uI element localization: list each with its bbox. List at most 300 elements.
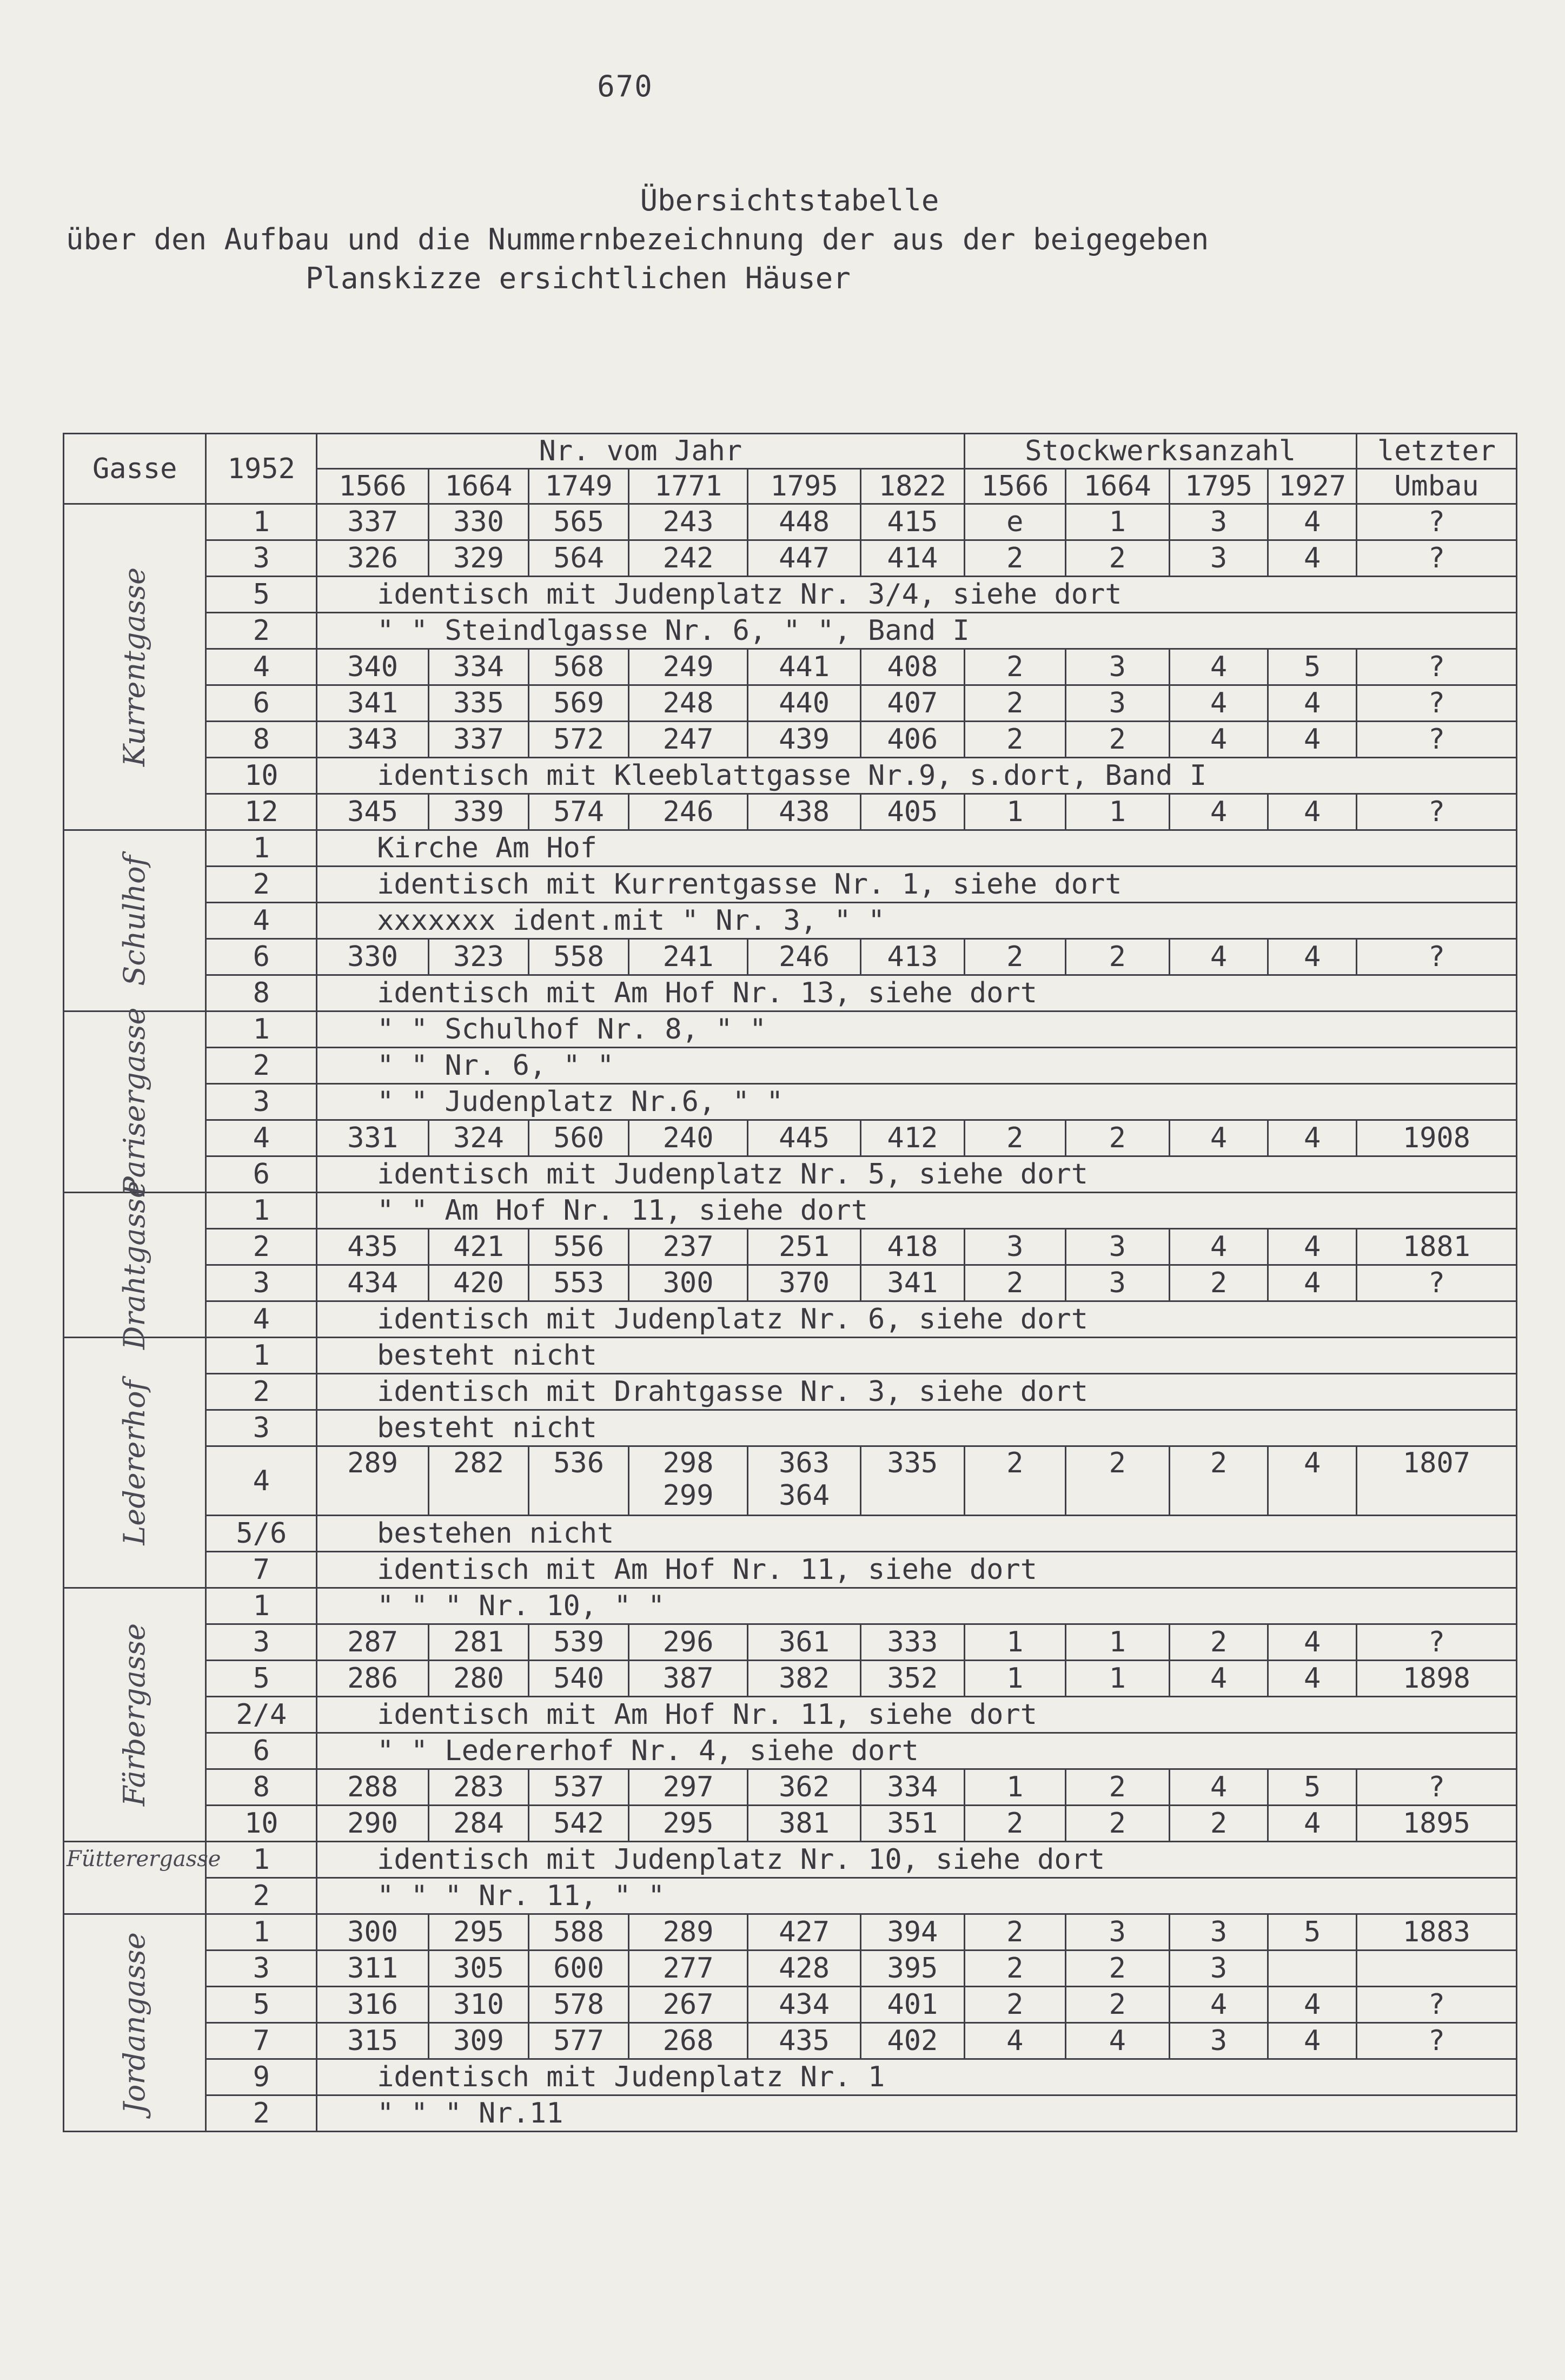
house-number-1952: 6: [206, 1156, 317, 1193]
cell-nr-1822: 405: [861, 794, 965, 830]
cell-nr-1664: 305: [428, 1951, 528, 1987]
table-row: [64, 1012, 1517, 1048]
table-row: [64, 577, 1517, 613]
house-number-1952: 4: [206, 1446, 317, 1516]
house-number-1952: 1: [206, 1012, 317, 1048]
house-number-1952: 5: [206, 1661, 317, 1697]
header-1952: 1952: [206, 434, 317, 504]
cell-stock-1566: 2: [964, 1806, 1065, 1842]
house-number-1952: 4: [206, 1120, 317, 1156]
cell-letzter-umbau: ?: [1356, 1769, 1516, 1806]
header-gasse: Gasse: [64, 434, 206, 504]
cell-nr-1795: 381: [748, 1806, 861, 1842]
row-note: identisch mit Kurrentgasse Nr. 1, siehe dort: [317, 867, 1517, 903]
cell-stock-1664: 3: [1065, 649, 1169, 685]
cell-stock-1566: 1: [964, 794, 1065, 830]
cell-nr-1822: 412: [861, 1120, 965, 1156]
row-note: " " " Nr.11: [317, 2095, 1517, 2132]
cell-stock-1927: 4: [1268, 685, 1356, 722]
table-row: [64, 903, 1517, 939]
cell-nr-1749: 536: [529, 1446, 629, 1516]
house-number-1952: 5: [206, 1987, 317, 2023]
cell-nr-1771: 387: [629, 1661, 748, 1697]
street-name: Färbergasse: [117, 1623, 152, 1807]
cell-letzter-umbau: ?: [1356, 794, 1516, 830]
cell-nr-1566: 343: [317, 722, 429, 758]
cell-nr-1795: 448: [748, 504, 861, 540]
cell-nr-1795: 363 364: [748, 1446, 861, 1516]
cell-nr-1795: 434: [748, 1987, 861, 2023]
cell-stock-1927: 4: [1268, 540, 1356, 577]
cell-stock-1927: 4: [1268, 722, 1356, 758]
row-note: identisch mit Am Hof Nr. 11, siehe dort: [317, 1552, 1517, 1588]
table-row: [64, 794, 1517, 830]
cell-stock-1927: [1268, 1951, 1356, 1987]
page-title: Übersichtstabelle: [640, 183, 939, 217]
cell-nr-1664: 309: [428, 2023, 528, 2059]
house-number-1952: 3: [206, 1084, 317, 1120]
cell-stock-1566: 2: [964, 1914, 1065, 1951]
cell-nr-1795: 435: [748, 2023, 861, 2059]
table-row: [64, 1048, 1517, 1084]
cell-stock-1795: 4: [1169, 722, 1268, 758]
cell-stock-1927: 4: [1268, 1229, 1356, 1265]
cell-nr-1566: 288: [317, 1769, 429, 1806]
cell-stock-1927: 5: [1268, 1914, 1356, 1951]
cell-nr-1771: 242: [629, 540, 748, 577]
cell-stock-1927: 4: [1268, 1661, 1356, 1697]
cell-nr-1795: 447: [748, 540, 861, 577]
cell-nr-1664: 329: [428, 540, 528, 577]
cell-nr-1566: 287: [317, 1624, 429, 1661]
cell-nr-1749: 600: [529, 1951, 629, 1987]
table-row: [64, 1842, 1517, 1878]
header-nr-year: 1771: [629, 469, 748, 504]
table-row: [64, 1156, 1517, 1193]
row-note: identisch mit Kleeblattgasse Nr.9, s.dort, Band I: [317, 758, 1517, 794]
street-name: Schulhof: [117, 855, 152, 986]
table-row: [64, 1914, 1517, 1951]
street-name: Fütterergasse: [67, 1847, 221, 1872]
cell-nr-1566: 315: [317, 2023, 429, 2059]
header-nr-year: 1566: [317, 469, 429, 504]
house-number-1952: 2: [206, 1374, 317, 1410]
cell-nr-1566: 290: [317, 1806, 429, 1842]
cell-stock-1664: 2: [1065, 540, 1169, 577]
cell-letzter-umbau: 1895: [1356, 1806, 1516, 1842]
table-row: [64, 975, 1517, 1012]
cell-stock-1927: 4: [1268, 504, 1356, 540]
cell-nr-1566: 326: [317, 540, 429, 577]
cell-letzter-umbau: ?: [1356, 1624, 1516, 1661]
row-note: identisch mit Judenplatz Nr. 6, siehe dort: [317, 1301, 1517, 1338]
table-row: [64, 1951, 1517, 1987]
cell-nr-1749: 537: [529, 1769, 629, 1806]
header-nr-year: 1795: [748, 469, 861, 504]
cell-stock-1664: 2: [1065, 939, 1169, 975]
cell-nr-1795: 251: [748, 1229, 861, 1265]
house-number-1952: 3: [206, 1410, 317, 1446]
cell-nr-1822: 335: [861, 1446, 965, 1516]
cell-stock-1927: 4: [1268, 1446, 1356, 1516]
table-row: [64, 1410, 1517, 1446]
row-note: bestehen nicht: [317, 1516, 1517, 1552]
cell-nr-1749: 569: [529, 685, 629, 722]
cell-stock-1664: 2: [1065, 1446, 1169, 1516]
cell-nr-1771: 237: [629, 1229, 748, 1265]
cell-nr-1749: 558: [529, 939, 629, 975]
cell-nr-1795: 370: [748, 1265, 861, 1301]
table-row: [64, 1733, 1517, 1769]
cell-nr-1566: 330: [317, 939, 429, 975]
cell-stock-1664: 3: [1065, 1914, 1169, 1951]
cell-stock-1566: 2: [964, 649, 1065, 685]
street-name: Jordangasse: [117, 1932, 152, 2114]
cell-letzter-umbau: ?: [1356, 722, 1516, 758]
street-name-cell: [64, 1338, 206, 1588]
cell-nr-1771: 243: [629, 504, 748, 540]
cell-nr-1566: 331: [317, 1120, 429, 1156]
cell-stock-1795: 4: [1169, 1120, 1268, 1156]
cell-stock-1795: 3: [1169, 540, 1268, 577]
street-name-cell: [64, 1842, 221, 1914]
house-number-1952: 10: [206, 1806, 317, 1842]
cell-nr-1771: 295: [629, 1806, 748, 1842]
cell-nr-1771: 248: [629, 685, 748, 722]
cell-stock-1566: 3: [964, 1229, 1065, 1265]
row-note: identisch mit Judenplatz Nr. 5, siehe dort: [317, 1156, 1517, 1193]
table-row: [64, 758, 1517, 794]
cell-nr-1749: 542: [529, 1806, 629, 1842]
cell-nr-1566: 340: [317, 649, 429, 685]
house-number-1952: 4: [206, 903, 317, 939]
row-note: " " Am Hof Nr. 11, siehe dort: [317, 1193, 1517, 1229]
house-number-1952: 3: [206, 540, 317, 577]
house-number-1952: 2/4: [206, 1697, 317, 1733]
table-row: [64, 1552, 1517, 1588]
house-number-1952: 7: [206, 2023, 317, 2059]
page-number: 670: [597, 69, 653, 103]
table-row: [64, 1338, 1517, 1374]
cell-nr-1822: 352: [861, 1661, 965, 1697]
header-umbau: Umbau: [1356, 469, 1516, 504]
cell-stock-1927: 5: [1268, 1769, 1356, 1806]
cell-nr-1749: 578: [529, 1987, 629, 2023]
header-nr-vom-jahr: Nr. vom Jahr: [317, 434, 965, 469]
cell-stock-1566: e: [964, 504, 1065, 540]
cell-nr-1749: 564: [529, 540, 629, 577]
street-name: Parisergasse: [117, 1007, 152, 1196]
overview-table-container: [63, 433, 1517, 2132]
cell-letzter-umbau: ?: [1356, 540, 1516, 577]
cell-nr-1822: 394: [861, 1914, 965, 1951]
street-name: Drahtgasse: [117, 1180, 152, 1350]
cell-nr-1749: 588: [529, 1914, 629, 1951]
row-note: " " Judenplatz Nr.6, " ": [317, 1084, 1517, 1120]
cell-stock-1566: 1: [964, 1661, 1065, 1697]
cell-stock-1566: 2: [964, 1120, 1065, 1156]
cell-letzter-umbau: ?: [1356, 685, 1516, 722]
cell-nr-1664: 420: [428, 1265, 528, 1301]
cell-nr-1566: 337: [317, 504, 429, 540]
table-row: [64, 1446, 1517, 1516]
title-block: [59, 181, 1520, 298]
cell-nr-1795: 361: [748, 1624, 861, 1661]
cell-stock-1927: 4: [1268, 939, 1356, 975]
table-row: [64, 867, 1517, 903]
table-row: [64, 1588, 1517, 1624]
cell-nr-1664: 337: [428, 722, 528, 758]
cell-stock-1566: 2: [964, 1951, 1065, 1987]
cell-stock-1795: 4: [1169, 794, 1268, 830]
cell-nr-1795: 439: [748, 722, 861, 758]
house-number-1952: 2: [206, 1229, 317, 1265]
cell-nr-1771: 277: [629, 1951, 748, 1987]
row-note: identisch mit Am Hof Nr. 13, siehe dort: [317, 975, 1517, 1012]
cell-nr-1795: 438: [748, 794, 861, 830]
row-note: " " " Nr. 11, " ": [317, 1878, 1517, 1914]
cell-nr-1566: 289: [317, 1446, 429, 1516]
table-row: [64, 1769, 1517, 1806]
cell-nr-1822: 402: [861, 2023, 965, 2059]
cell-letzter-umbau: 1807: [1356, 1446, 1516, 1516]
cell-letzter-umbau: ?: [1356, 649, 1516, 685]
cell-nr-1749: 577: [529, 2023, 629, 2059]
cell-nr-1749: 539: [529, 1624, 629, 1661]
cell-stock-1566: 2: [964, 1987, 1065, 2023]
table-row: [64, 1374, 1517, 1410]
table-row: [64, 830, 1517, 867]
header-stockwerksanzahl: Stockwerksanzahl: [964, 434, 1356, 469]
cell-nr-1771: 240: [629, 1120, 748, 1156]
house-number-1952: 7: [206, 1552, 317, 1588]
street-name-cell: [64, 1914, 206, 2132]
table-row: [64, 504, 1517, 540]
table-row: [64, 613, 1517, 649]
row-note: besteht nicht: [317, 1410, 1517, 1446]
table-row: [64, 1084, 1517, 1120]
cell-nr-1749: 572: [529, 722, 629, 758]
cell-nr-1749: 568: [529, 649, 629, 685]
house-number-1952: 9: [206, 2059, 317, 2095]
header-letzter: letzter: [1356, 434, 1516, 469]
cell-nr-1822: 418: [861, 1229, 965, 1265]
street-name-cell: [64, 1007, 206, 1196]
cell-stock-1566: 2: [964, 1265, 1065, 1301]
cell-stock-1795: 2: [1169, 1265, 1268, 1301]
cell-nr-1822: 408: [861, 649, 965, 685]
house-number-1952: 1: [206, 504, 317, 540]
cell-stock-1795: 3: [1169, 2023, 1268, 2059]
header-stock-year: 1795: [1169, 469, 1268, 504]
table-row: [64, 2095, 1517, 2132]
cell-nr-1795: 427: [748, 1914, 861, 1951]
header-nr-year: 1664: [428, 469, 528, 504]
row-note: besteht nicht: [317, 1338, 1517, 1374]
cell-stock-1795: 4: [1169, 1769, 1268, 1806]
house-number-1952: 2: [206, 1878, 317, 1914]
overview-table: [63, 433, 1517, 2132]
header-stock-year: 1566: [964, 469, 1065, 504]
cell-stock-1664: 3: [1065, 1229, 1169, 1265]
cell-nr-1749: 574: [529, 794, 629, 830]
cell-stock-1927: 4: [1268, 1987, 1356, 2023]
house-number-1952: 4: [206, 1301, 317, 1338]
table-row: [64, 1624, 1517, 1661]
cell-letzter-umbau: ?: [1356, 939, 1516, 975]
header-stock-year: 1927: [1268, 469, 1356, 504]
street-name-cell: [64, 1180, 206, 1350]
cell-stock-1664: 2: [1065, 1951, 1169, 1987]
house-number-1952: 2: [206, 867, 317, 903]
row-note: " " Steindlgasse Nr. 6, " ", Band I: [317, 613, 1517, 649]
table-row: [64, 649, 1517, 685]
cell-stock-1795: 3: [1169, 1914, 1268, 1951]
table-row: [64, 1661, 1517, 1697]
cell-stock-1927: 4: [1268, 1120, 1356, 1156]
cell-stock-1927: 5: [1268, 649, 1356, 685]
cell-nr-1664: 339: [428, 794, 528, 830]
cell-nr-1771: 268: [629, 2023, 748, 2059]
cell-stock-1927: 4: [1268, 1265, 1356, 1301]
cell-nr-1822: 415: [861, 504, 965, 540]
cell-nr-1795: 362: [748, 1769, 861, 1806]
house-number-1952: 8: [206, 975, 317, 1012]
street-name-cell: [64, 830, 206, 1012]
cell-nr-1566: 311: [317, 1951, 429, 1987]
row-note: identisch mit Am Hof Nr. 11, siehe dort: [317, 1697, 1517, 1733]
cell-stock-1664: 2: [1065, 722, 1169, 758]
cell-stock-1795: 4: [1169, 649, 1268, 685]
house-number-1952: 8: [206, 1769, 317, 1806]
cell-stock-1664: 3: [1065, 1265, 1169, 1301]
house-number-1952: 1: [206, 1842, 317, 1878]
street-name-cell: [64, 1588, 206, 1842]
street-name-cell: [64, 504, 206, 830]
cell-nr-1795: 441: [748, 649, 861, 685]
cell-nr-1795: 382: [748, 1661, 861, 1697]
cell-nr-1795: 428: [748, 1951, 861, 1987]
house-number-1952: 6: [206, 685, 317, 722]
page-subtitle-line-2: Planskizze ersichtlichen Häuser: [306, 261, 851, 295]
table-row: [64, 1516, 1517, 1552]
cell-letzter-umbau: [1356, 1951, 1516, 1987]
cell-nr-1771: 300: [629, 1265, 748, 1301]
cell-stock-1664: 1: [1065, 1624, 1169, 1661]
cell-letzter-umbau: ?: [1356, 1987, 1516, 2023]
cell-nr-1566: 316: [317, 1987, 429, 2023]
cell-stock-1566: 2: [964, 1446, 1065, 1516]
house-number-1952: 6: [206, 939, 317, 975]
cell-stock-1795: 2: [1169, 1624, 1268, 1661]
cell-nr-1795: 440: [748, 685, 861, 722]
cell-nr-1664: 310: [428, 1987, 528, 2023]
cell-nr-1664: 283: [428, 1769, 528, 1806]
cell-letzter-umbau: 1908: [1356, 1120, 1516, 1156]
cell-nr-1822: 406: [861, 722, 965, 758]
cell-stock-1795: 4: [1169, 939, 1268, 975]
cell-nr-1822: 333: [861, 1624, 965, 1661]
cell-stock-1664: 1: [1065, 504, 1169, 540]
cell-stock-1927: 4: [1268, 1624, 1356, 1661]
cell-nr-1566: 434: [317, 1265, 429, 1301]
table-row: [64, 1301, 1517, 1338]
table-row: [64, 1265, 1517, 1301]
cell-letzter-umbau: 1898: [1356, 1661, 1516, 1697]
row-note: identisch mit Judenplatz Nr. 3/4, siehe dort: [317, 577, 1517, 613]
cell-stock-1664: 1: [1065, 794, 1169, 830]
cell-nr-1749: 560: [529, 1120, 629, 1156]
cell-nr-1664: 284: [428, 1806, 528, 1842]
cell-stock-1566: 1: [964, 1624, 1065, 1661]
house-number-1952: 3: [206, 1951, 317, 1987]
row-note: " " Schulhof Nr. 8, " ": [317, 1012, 1517, 1048]
house-number-1952: 5/6: [206, 1516, 317, 1552]
cell-nr-1749: 540: [529, 1661, 629, 1697]
cell-stock-1795: 3: [1169, 1951, 1268, 1987]
cell-nr-1566: 435: [317, 1229, 429, 1265]
cell-nr-1749: 565: [529, 504, 629, 540]
row-note: identisch mit Judenplatz Nr. 10, siehe dort: [317, 1842, 1517, 1878]
cell-nr-1566: 341: [317, 685, 429, 722]
cell-nr-1771: 297: [629, 1769, 748, 1806]
house-number-1952: 2: [206, 2095, 317, 2132]
house-number-1952: 1: [206, 1914, 317, 1951]
cell-stock-1664: 2: [1065, 1806, 1169, 1842]
table-row: [64, 540, 1517, 577]
house-number-1952: 10: [206, 758, 317, 794]
cell-nr-1771: 247: [629, 722, 748, 758]
table-row: [64, 1987, 1517, 2023]
cell-nr-1664: 323: [428, 939, 528, 975]
cell-stock-1664: 2: [1065, 1987, 1169, 2023]
cell-stock-1927: 4: [1268, 2023, 1356, 2059]
cell-stock-1927: 4: [1268, 1806, 1356, 1842]
cell-nr-1771: 249: [629, 649, 748, 685]
row-note: " " Ledererhof Nr. 4, siehe dort: [317, 1733, 1517, 1769]
street-name: Ledererhof: [117, 1380, 152, 1545]
row-note: identisch mit Drahtgasse Nr. 3, siehe dort: [317, 1374, 1517, 1410]
cell-letzter-umbau: ?: [1356, 504, 1516, 540]
cell-stock-1927: 4: [1268, 794, 1356, 830]
cell-nr-1822: 407: [861, 685, 965, 722]
row-note: xxxxxxx ident.mit " Nr. 3, " ": [317, 903, 1517, 939]
table-row: [64, 722, 1517, 758]
table-row: [64, 1806, 1517, 1842]
cell-stock-1795: 4: [1169, 685, 1268, 722]
house-number-1952: 2: [206, 1048, 317, 1084]
cell-letzter-umbau: 1883: [1356, 1914, 1516, 1951]
house-number-1952: 1: [206, 1338, 317, 1374]
table-row: [64, 1229, 1517, 1265]
table-body: [64, 504, 1517, 2132]
cell-nr-1664: 334: [428, 649, 528, 685]
cell-nr-1822: 341: [861, 1265, 965, 1301]
house-number-1952: 1: [206, 1193, 317, 1229]
cell-stock-1795: 3: [1169, 504, 1268, 540]
cell-stock-1664: 2: [1065, 1120, 1169, 1156]
cell-stock-1664: 3: [1065, 685, 1169, 722]
row-note: identisch mit Judenplatz Nr. 1: [317, 2059, 1517, 2095]
cell-nr-1771: 241: [629, 939, 748, 975]
cell-nr-1822: 401: [861, 1987, 965, 2023]
table-row: [64, 1878, 1517, 1914]
row-note: " " Nr. 6, " ": [317, 1048, 1517, 1084]
cell-stock-1795: 4: [1169, 1661, 1268, 1697]
cell-stock-1795: 2: [1169, 1806, 1268, 1842]
cell-nr-1566: 286: [317, 1661, 429, 1697]
cell-nr-1664: 330: [428, 504, 528, 540]
